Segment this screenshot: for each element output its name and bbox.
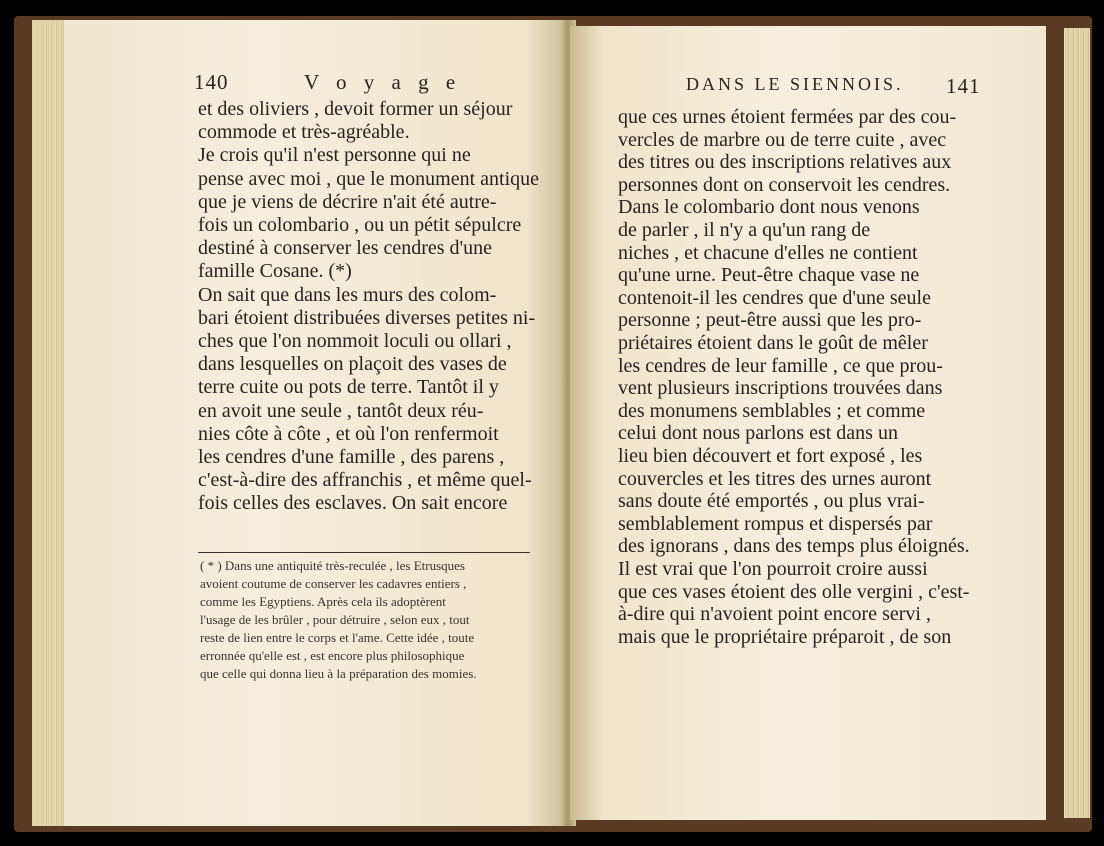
text-line: couvercles et les titres des urnes auront: [618, 467, 932, 490]
text-line: à-dire qui n'avoient point encore servi ,: [618, 603, 931, 626]
text-line: On sait que dans les murs des colom-: [198, 283, 497, 306]
left-page-edges: [32, 20, 66, 826]
text-line: niches , et chacune d'elles ne contient: [618, 241, 918, 264]
text-line: ches que l'on nommoit loculi ou ollari ,: [198, 330, 512, 352]
text-line: contenoit-il les cendres que d'une seule: [618, 286, 931, 309]
text-line: que ces urnes étoient fermées par des cou-: [618, 106, 957, 128]
text-line: celui dont nous parlons est dans un: [618, 422, 898, 445]
left-page: [64, 20, 566, 826]
text-line: Dans le colombario dont nous venons: [618, 196, 920, 219]
text-line: des titres ou des inscriptions relatives aux: [618, 151, 952, 174]
footnote-line: l'usage de les brûler , pour détruire , selon eux , tout: [200, 612, 470, 627]
text-line: mais que le propriétaire préparoit , de son: [618, 625, 952, 648]
text-line: sans doute été emportés , ou plus vrai-: [618, 490, 925, 513]
text-line: priétaires étoient dans le goût de mêler: [618, 332, 928, 354]
text-line: fois un colombario , ou un pétit sépulcre: [198, 214, 522, 236]
text-line: les cendres de leur famille , ce que prou-: [618, 354, 943, 377]
text-line: et des oliviers , devoit former un séjour: [198, 98, 513, 120]
text-line: c'est-à-dire des affranchis , et même quel-: [198, 469, 532, 492]
footnote-line: comme les Egyptiens. Après cela ils adoptèrent: [200, 594, 446, 609]
running-head-left: V o y a g e: [304, 70, 462, 94]
text-line: vent plusieurs inscriptions trouvées dans: [618, 377, 943, 400]
text-line: de parler , il n'y a qu'un rang de: [618, 219, 871, 241]
text-line: personne ; peut-être aussi que les pro-: [618, 309, 922, 332]
footnote-line: reste de lien entre le corps et l'ame. Cette idée , toute: [200, 630, 475, 645]
text-line: des monumens semblables ; et comme: [618, 399, 926, 422]
text-line: lieu bien découvert et fort exposé , les: [618, 445, 923, 467]
footnote-line: que celle qui donna lieu à la préparation des momies.: [200, 666, 477, 681]
text-line: vercles de marbre ou de terre cuite , avec: [618, 128, 947, 151]
text-line: en avoit une seule , tantôt deux réu-: [198, 399, 484, 422]
text-line: des ignorans , dans des temps plus éloignés.: [618, 535, 970, 558]
right-page: [570, 26, 1046, 820]
footnote-rule: [198, 552, 530, 553]
text-line: bari étoient distribuées diverses petites ni-: [198, 306, 536, 329]
text-line: Je crois qu'il n'est personne qui ne: [198, 144, 471, 167]
text-line: personnes dont on conservoit les cendres.: [618, 173, 951, 196]
text-line: que ces vases étoient des olle vergini , c'est-: [618, 580, 970, 603]
text-line: pense avec moi , que le monument antique: [198, 167, 540, 190]
text-line: destiné à conserver les cendres d'une: [198, 237, 493, 260]
text-line: Il est vrai que l'on pourroit croire aussi: [618, 558, 928, 580]
text-line: semblablement rompus et dispersés par: [618, 512, 933, 535]
page-number-right: 141: [946, 74, 981, 98]
text-line: nies côte à côte , et où l'on renfermoit: [198, 422, 499, 445]
text-line: qu'une urne. Peut-être chaque vase ne: [618, 264, 920, 287]
text-line: terre cuite ou pots de terre. Tantôt il y: [198, 376, 499, 399]
text-line: famille Cosane. (*): [198, 260, 352, 283]
right-page-edges: [1064, 28, 1090, 818]
running-head-right: DANS LE SIENNOIS.: [686, 74, 904, 94]
footnote-line: avoient coutume de conserver les cadavres entiers ,: [200, 576, 467, 591]
text-line: que je viens de décrire n'ait été autre-: [198, 190, 497, 213]
footnote-line: ( * ) Dans une antiquité très-reculée , les Etrusques: [200, 558, 465, 573]
page-number-left: 140: [194, 70, 229, 94]
text-line: les cendres d'une famille , des parens ,: [198, 446, 505, 468]
text-line: fois celles des esclaves. On sait encore: [198, 492, 508, 515]
text-line: dans lesquelles on plaçoit des vases de: [198, 353, 507, 376]
footnote-line: erronnée qu'elle est , est encore plus philosophique: [200, 648, 465, 663]
text-line: commode et très-agréable.: [198, 121, 410, 144]
